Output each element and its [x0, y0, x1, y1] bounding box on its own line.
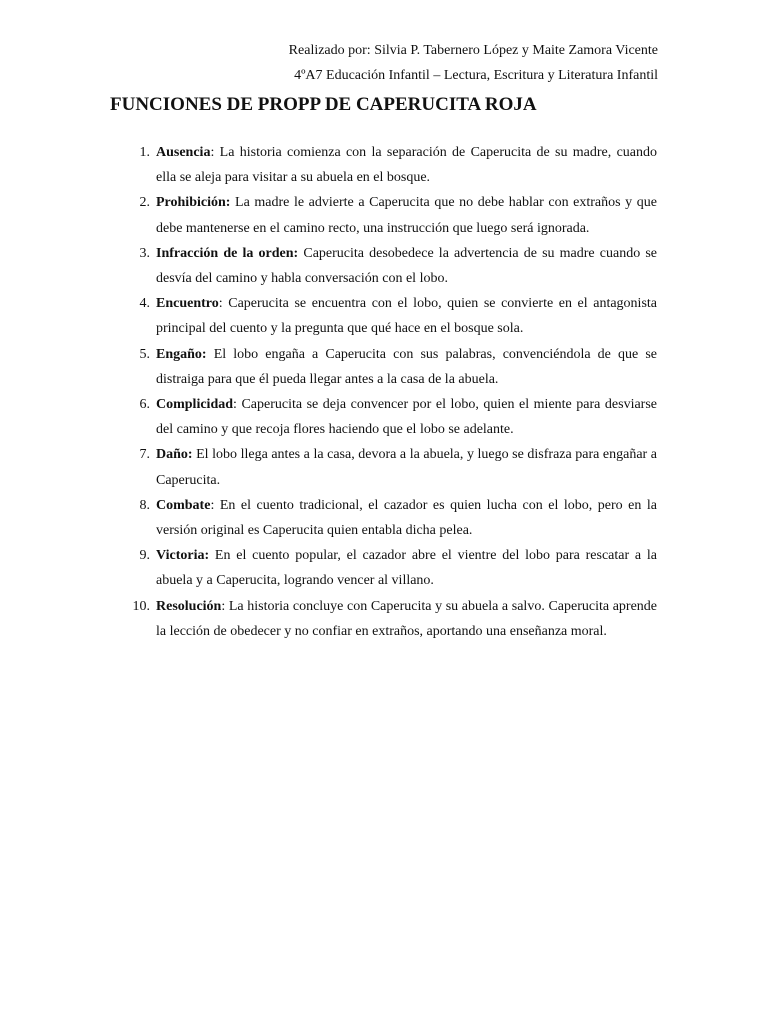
- list-item-separator: :: [218, 296, 229, 312]
- list-item: [139, 190, 657, 240]
- list-item-term: Engaño:: [156, 346, 207, 362]
- list-item-term: Combate: [156, 497, 211, 513]
- course-line: 4ºA7 Educación Infantil – Lectura, Escritura y Literatura Infantil: [294, 68, 658, 83]
- list-item-term: Resolución: [156, 598, 222, 614]
- author-line: Realizado por: Silvia P. Tabernero López y Maite Zamora Vicente: [288, 43, 658, 58]
- list-item-text: La madre le advierte a Caperucita que no debe hablar con extraños y que debe mantenerse en el camino recto, una instrucción que luego será ignorada.: [156, 195, 657, 236]
- list-item-text: Caperucita se deja convencer por el lobo, quien el miente para desviarse del camino y que recoja flores haciendo que el lobo se adelante.: [156, 397, 657, 438]
- list-item-number: 7.: [139, 447, 150, 463]
- list-item-text: En el cuento tradicional, el cazador es quien lucha con el lobo, pero en la versión original es Caperucita quien entabla dicha pelea.: [156, 497, 657, 539]
- list-item-text: El lobo engaña a Caperucita con sus palabras, convenciéndola de que se distraiga para que él pueda llegar antes a la casa de la abuela.: [156, 346, 658, 387]
- list-item-text: El lobo llega antes a la casa, devora a la abuela, y luego se disfraza para engañar a Caperucita.: [156, 447, 657, 488]
- list-item: [139, 493, 657, 543]
- list-item-number: 5.: [139, 346, 150, 362]
- list-item-number: 6.: [139, 397, 150, 413]
- list-item-term: Encuentro: [156, 296, 219, 312]
- list-item-separator: :: [233, 397, 242, 413]
- list-item-text: La historia concluye con Caperucita y su abuela a salvo. Caperucita aprende la lección de obedecer y no confiar en extraños, aportando una enseñanza moral.: [156, 598, 657, 639]
- list-item: [132, 594, 657, 644]
- list-item: [139, 392, 657, 442]
- list-item-separator: :: [221, 598, 229, 614]
- list-item-text: En el cuento popular, el cazador abre el vientre del lobo para rescatar a la abuela y a Caperucita, logrando vencer al villano.: [156, 548, 658, 589]
- list-item-separator: [207, 347, 214, 362]
- list-item-term: Daño:: [156, 447, 193, 463]
- list-item-term: Prohibición:: [156, 195, 231, 211]
- list-item-number: 10.: [132, 598, 150, 614]
- page-title: FUNCIONES DE PROPP DE CAPERUCITA ROJA: [110, 94, 537, 115]
- list-item: [139, 241, 658, 291]
- list-item: [139, 543, 658, 593]
- list-item-number: 2.: [139, 195, 150, 211]
- list-item-separator: :: [210, 497, 220, 513]
- list-item: [139, 291, 658, 341]
- list-item-number: 9.: [139, 548, 150, 564]
- list-item-number: 3.: [139, 245, 150, 261]
- list-item-term: Complicidad: [156, 397, 234, 413]
- list-item: [139, 140, 658, 190]
- list-item-number: 8.: [139, 497, 150, 513]
- list-item-text: La historia comienza con la separación de Caperucita de su madre, cuando ella se aleja para visitar a su abuela en el bosque.: [156, 145, 658, 186]
- list-item-number: 1.: [139, 145, 150, 160]
- list-item: [139, 442, 657, 492]
- list-item-text: Caperucita se encuentra con el lobo, quien se convierte en el antagonista principal del cuento y la pregunta que qué hace en el bosque sola.: [156, 296, 658, 337]
- list-item: [139, 342, 658, 392]
- list-item-term: Ausencia: [156, 145, 211, 160]
- list-item-term: Infracción de la orden:: [156, 245, 299, 261]
- list-item-term: Victoria:: [156, 548, 210, 564]
- list-item-text: Caperucita desobedece la advertencia de su madre cuando se desvía del camino y habla conversación con el lobo.: [156, 245, 658, 287]
- list-item-number: 4.: [139, 296, 150, 312]
- list-item-separator: :: [210, 145, 220, 160]
- propp-functions-list: [132, 140, 658, 644]
